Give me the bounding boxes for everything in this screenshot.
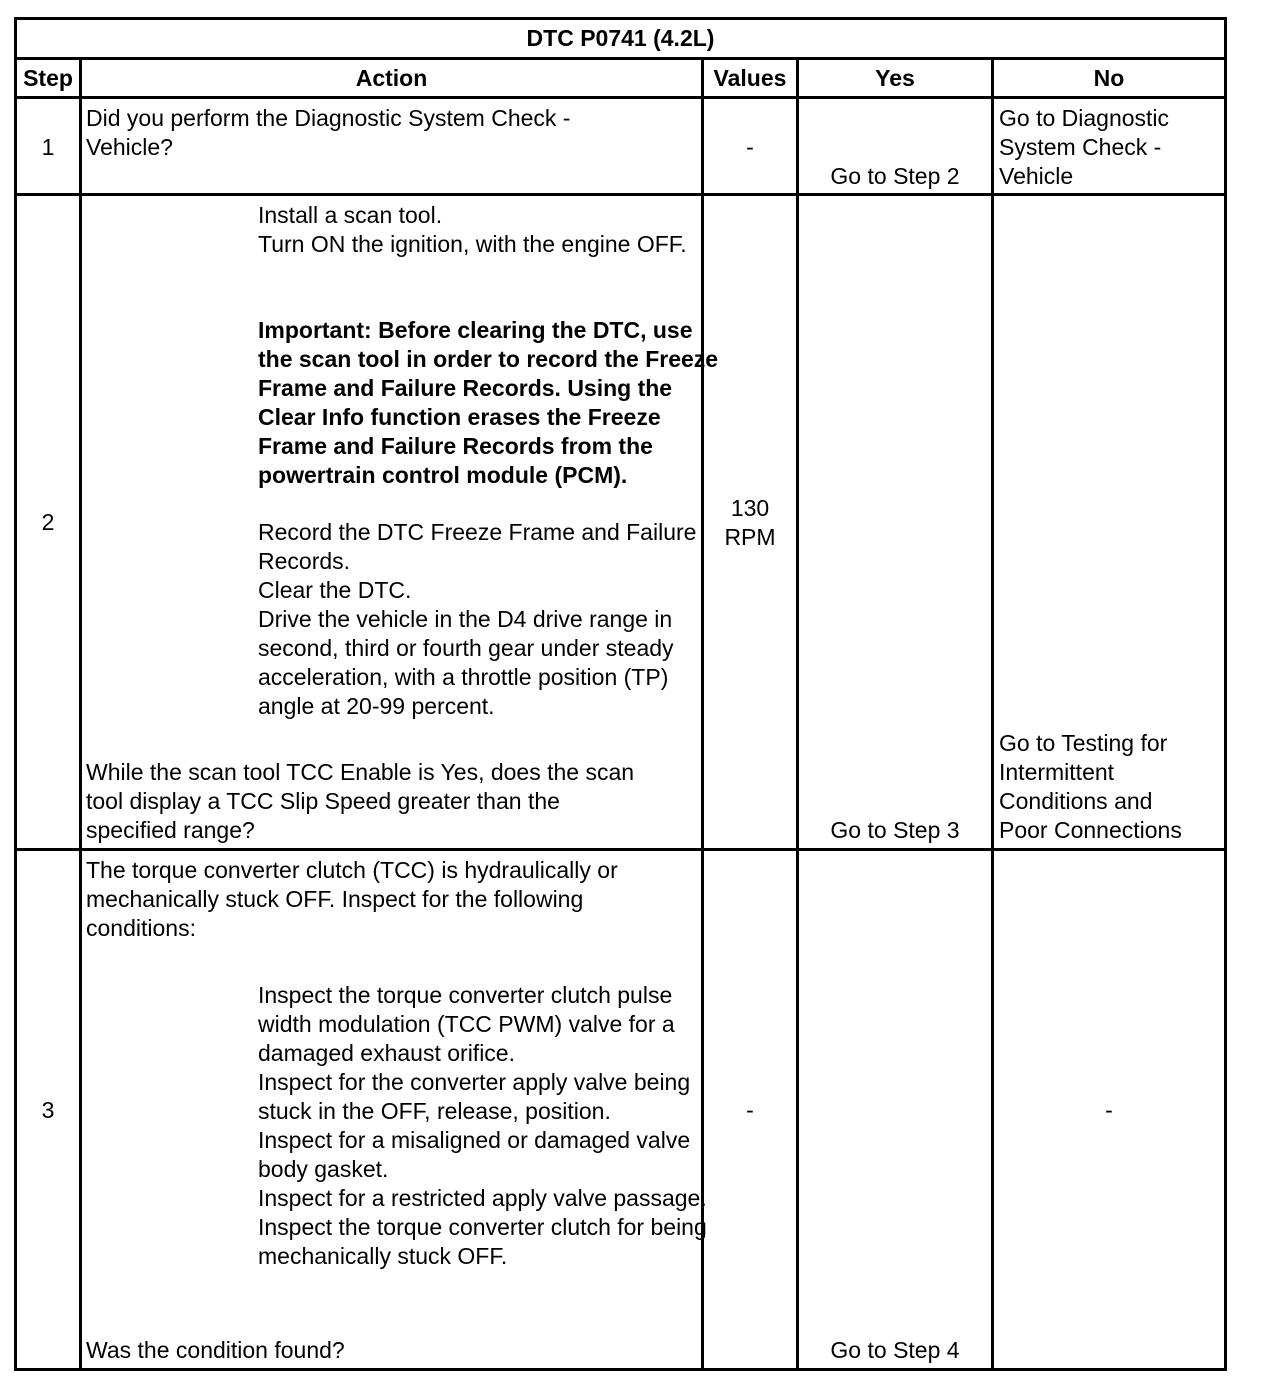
row-2-question: While the scan tool TCC Enable is Yes, does the scan tool display a TCC Slip Speed greater than the specified range? (86, 759, 635, 843)
header-step: Step (23, 65, 73, 91)
row-1-values: - (746, 134, 754, 160)
row-2-yes: Go to Step 3 (830, 817, 960, 843)
header-values: Values (713, 65, 787, 91)
row-2-substeps-a: Install a scan tool. Turn ON the ignition, with the engine OFF. (258, 202, 687, 257)
table-title: DTC P0741 (4.2L) (526, 25, 715, 51)
row-1-yes: Go to Step 2 (830, 163, 960, 189)
row-1-action: Did you perform the Diagnostic System Check - Vehicle? (86, 105, 571, 160)
dtc-table (14, 17, 1227, 1371)
row-3-intro: The torque converter clutch (TCC) is hydraulically or mechanically stuck OFF. Inspect for the following conditions: (86, 857, 618, 941)
row-2-values: 130 RPM (724, 495, 776, 550)
row-3-no: - (1105, 1097, 1113, 1123)
row-2-substeps-b: Record the DTC Freeze Frame and Failure Records. Clear the DTC. Drive the vehicle in the D4 drive range in second, third or fourth gear under steady acceleration, with a throttle position (TP) angle at 20-99 percent. (258, 519, 697, 719)
row-3-substeps: Inspect the torque converter clutch pulse width modulation (TCC PWM) valve for a damaged exhaust orifice. Inspect for the converter apply valve being stuck in the OFF, release, position. Inspect for a misaligned or damaged valve body gasket. Inspect for a restricted apply valve passage. Inspect the torque converter clutch for being mechanically stuck OFF. (258, 982, 707, 1269)
row-3-step: 3 (41, 1097, 55, 1123)
important-note: Important: Before clearing the DTC, use the scan tool in order to record the Freeze Frame and Failure Records. Using the Clear Info function erases the Freeze Frame and Failure Records from the powertrain control module (PCM). (258, 317, 719, 488)
row-3-values: - (746, 1097, 754, 1123)
row-2-step: 2 (41, 509, 55, 535)
row-3-question: Was the condition found? (86, 1337, 345, 1363)
row-2-action (86, 201, 719, 843)
row-3-yes: Go to Step 4 (830, 1337, 960, 1363)
row-3-action (86, 856, 707, 1363)
row-1-step: 1 (41, 134, 55, 160)
row-2-no: Go to Testing for Intermittent Conditions and Poor Connections (999, 730, 1182, 843)
header-no: No (1093, 65, 1125, 91)
row-1-no: Go to Diagnostic System Check - Vehicle (999, 105, 1170, 189)
header-yes: Yes (875, 65, 915, 91)
header-action: Action (355, 65, 428, 91)
